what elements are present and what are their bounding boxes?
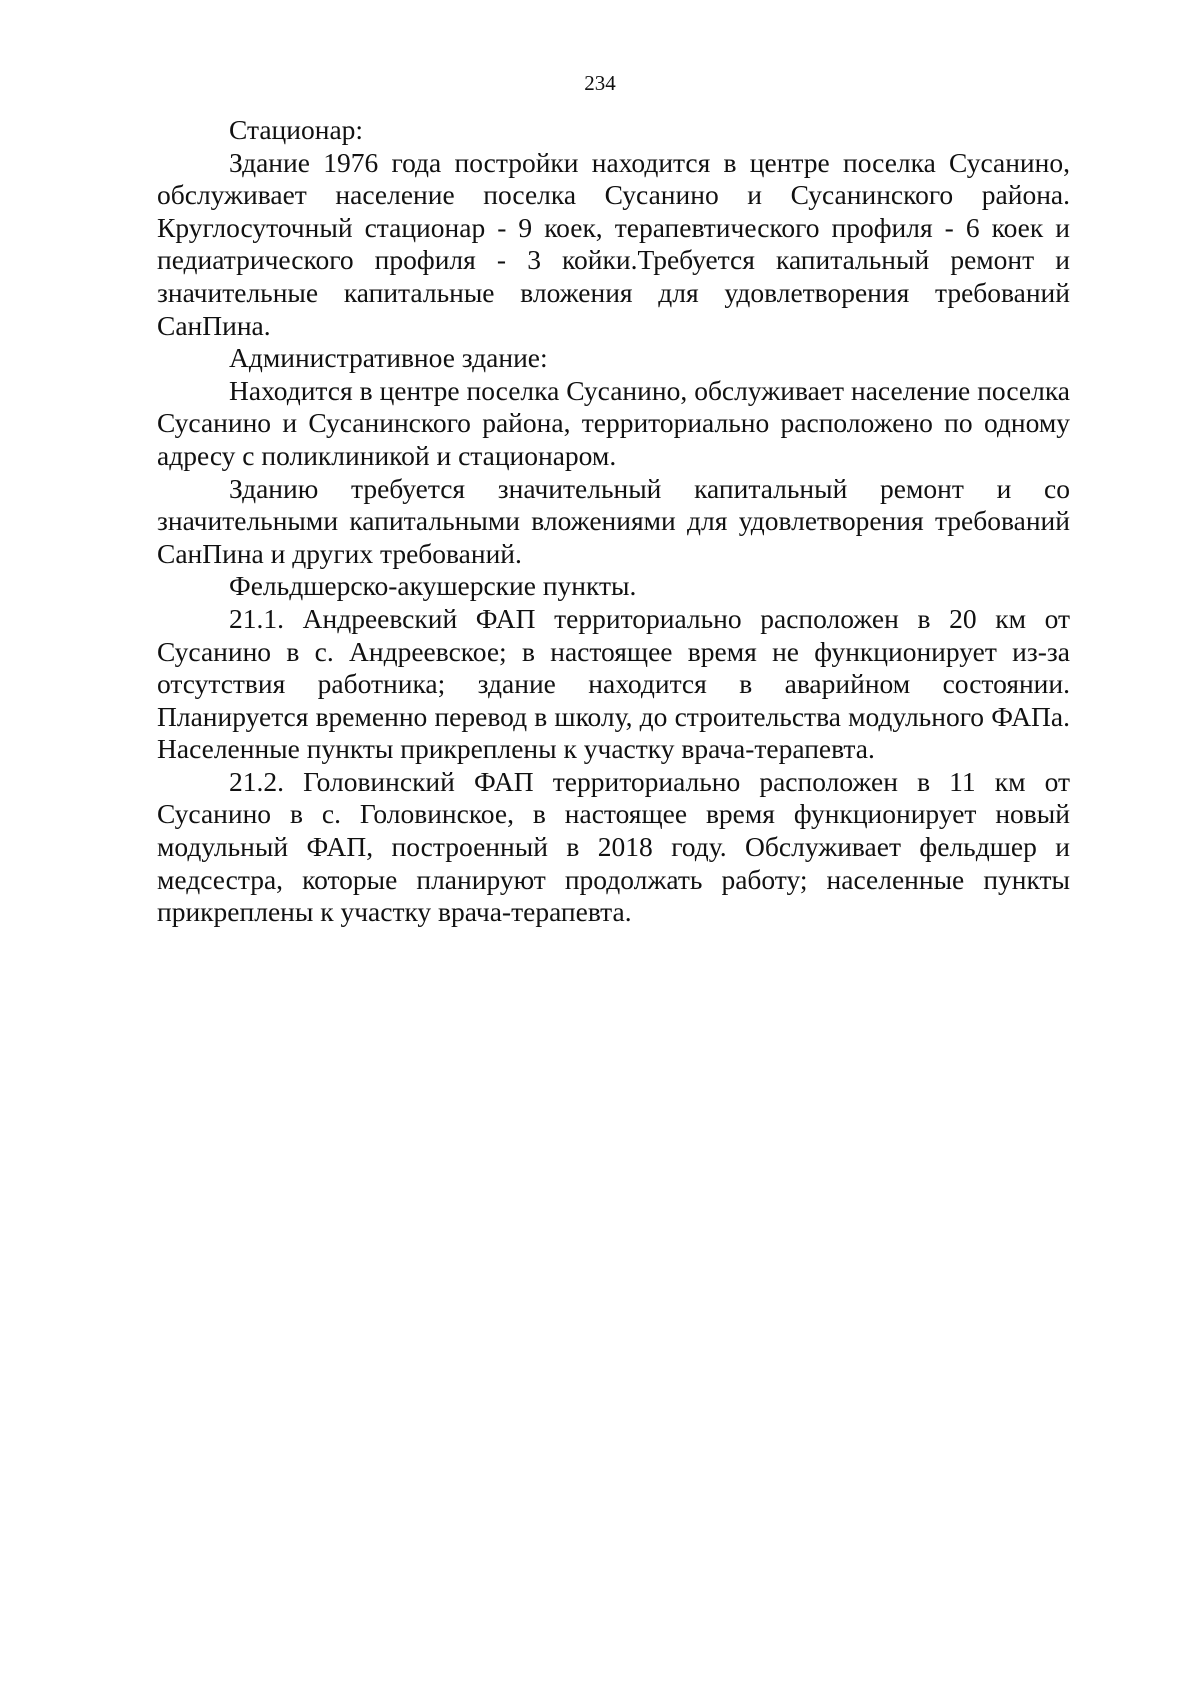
heading-administrative-building: Административное здание: [229, 342, 548, 374]
heading-hospital: Стационар: [229, 114, 364, 145]
paragraph-andreevsky-fap: 21.1. Андреевский ФАП территориально расположен в 20 км от Сусанино в с. Андреевское; в настоящее время не функционирует из-за отсутствия работника; здание находится в аварийном состоянии. Планируется временно перевод в школу, до строительства модульного ФАПа. Населенные пункты прикреплены к участку врача-терапевта. [157, 602, 1070, 765]
paragraph-administrative-repair: Зданию требуется значительный капитальный ремонт и со значительными капитальными вложениями для удовлетворения требований СанПина и других требований. [157, 472, 1070, 569]
paragraph-administrative-location: Находится в центре поселка Сусанино, обслуживает население поселка Сусанино и Сусанинского района, территориально расположено по одному адресу с поликлиникой и стационаром. [157, 374, 1070, 471]
page-number: 234 [584, 71, 616, 95]
paragraph-golovinsky-fap: 21.2. Головинский ФАП территориально расположен в 11 км от Сусанино в с. Головинское, в настоящее время функционирует новый модульный ФАП, построенный в 2018 году. Обслуживает фельдшер и медсестра, которые планируют продолжать работу; населенные пункты прикреплены к участку врача-терапевта. [157, 765, 1070, 928]
document-body [157, 114, 1070, 929]
paragraph-hospital-building: Здание 1976 года постройки находится в центре поселка Сусанино, обслуживает население поселка Сусанино и Сусанинского района. Круглосуточный стационар - 9 коек, терапевтического профиля - 6 коек и педиатрического профиля - 3 койки.Требуется капитальный ремонт и значительные капитальные вложения для удовлетворения требований СанПина. [157, 146, 1070, 341]
heading-feldsher-points: Фельдшерско-акушерские пункты. [229, 570, 637, 602]
